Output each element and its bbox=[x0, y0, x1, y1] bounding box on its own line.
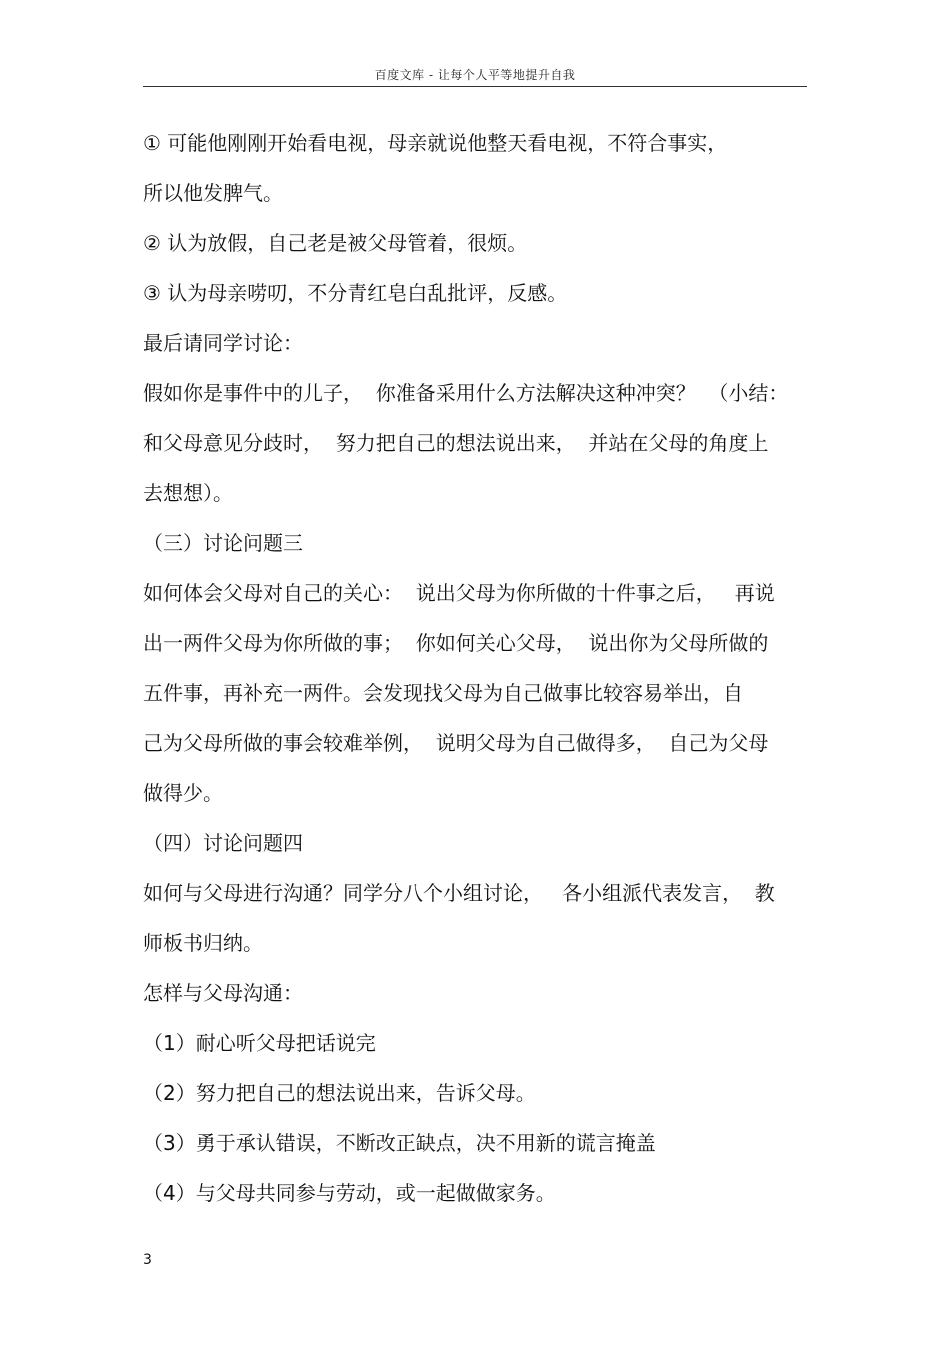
header-divider bbox=[143, 86, 807, 87]
text-line: ① 可能他刚刚开始看电视，母亲就说他整天看电视，不符合事实， bbox=[143, 131, 728, 155]
text-line: 所以他发脾气。 bbox=[143, 181, 283, 205]
page-header: 百度文库 - 让每个人平等地提升自我 bbox=[374, 68, 576, 82]
list-item: （3）勇于承认错误，不断改正缺点，决不用新的谎言掩盖 bbox=[143, 1131, 656, 1155]
section-heading: （三）讨论问题三 bbox=[143, 531, 303, 555]
text-line: 去想想）。 bbox=[143, 481, 233, 505]
text-line: 如何与父母进行沟通？同学分八个小组讨论， 各小组派代表发言， 教 bbox=[143, 881, 775, 905]
list-item: （2）努力把自己的想法说出来，告诉父母。 bbox=[143, 1081, 536, 1105]
text-line: 最后请同学讨论： bbox=[143, 331, 303, 355]
text-line: 做得少。 bbox=[143, 781, 223, 805]
list-item: （1）耐心听父母把话说完 bbox=[143, 1031, 376, 1055]
text-line: ② 认为放假，自己老是被父母管着，很烦。 bbox=[143, 231, 528, 255]
list-item: （4）与父母共同参与劳动，或一起做做家务。 bbox=[143, 1181, 556, 1205]
text-line: 和父母意见分歧时， 努力把自己的想法说出来， 并站在父母的角度上 bbox=[143, 431, 769, 455]
text-line: ③ 认为母亲唠叨，不分青红皂白乱批评，反感。 bbox=[143, 281, 568, 305]
section-heading: （四）讨论问题四 bbox=[143, 831, 303, 855]
text-line: 如何体会父母对自己的关心： 说出父母为你所做的十件事之后， 再说 bbox=[143, 581, 775, 605]
text-line: 五件事，再补充一两件。会发现找父母为自己做事比较容易举出，自 bbox=[143, 681, 743, 705]
page-number: 3 bbox=[143, 1252, 152, 1268]
text-line: 出一两件父母为你所做的事； 你如何关心父母， 说出你为父母所做的 bbox=[143, 631, 769, 655]
text-line: 师板书归纳。 bbox=[143, 931, 263, 955]
text-line: 怎样与父母沟通： bbox=[143, 981, 303, 1005]
text-line: 己为父母所做的事会较难举例， 说明父母为自己做得多， 自己为父母 bbox=[143, 731, 769, 755]
text-line: 假如你是事件中的儿子， 你准备采用什么方法解决这种冲突？ （小结： bbox=[143, 381, 789, 405]
